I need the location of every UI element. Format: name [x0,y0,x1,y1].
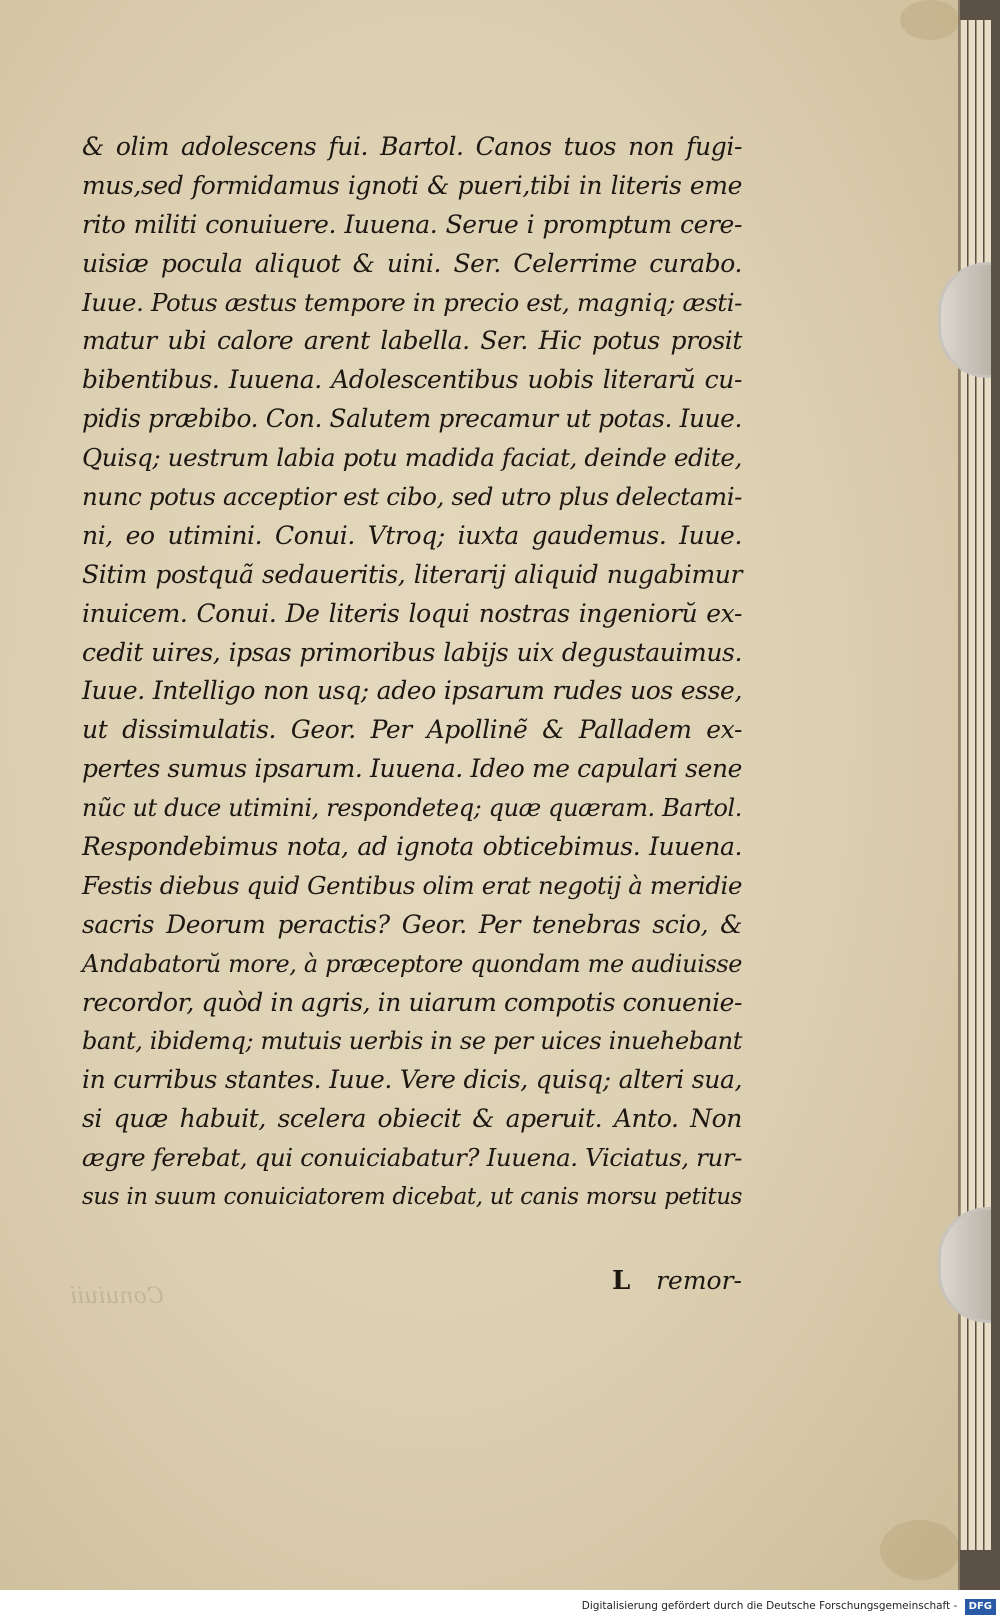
text-line: sacris Deorum peractis? Geor. Per tenebras scio, & [82,909,742,939]
text-line: si quæ habuit, scelera obiecit & aperuit. Anto. Non [82,1104,742,1134]
text-line: in curribus stantes. Iuue. Vere dicis, quisq; alteri sua, [82,1065,742,1095]
text-line: pidis præbibo. Con. Salutem precamur ut potas. Iuue. [82,404,742,434]
text-line: Respondebimus nota, ad ignota obticebimus. Iuuena. [82,832,742,862]
text-line: inuicem. Conui. De literis loqui nostras ingeniorŭ ex- [82,598,742,628]
text-line: ægre ferebat, qui conuiciabatur? Iuuena. Viciatus, rur- [82,1143,742,1173]
page-edge [960,20,967,1550]
credit-text: Digitalisierung gefördert durch die Deutsche Forschungsgemeinschaft - [581,1600,958,1612]
page-footer [82,1266,742,1306]
text-line: ut dissimulatis. Geor. Per Apollinẽ & Palladem ex- [82,715,742,745]
text-line: Sitim postquã sedaueritis, literarij aliquid nugabimur [82,559,742,589]
text-line: sus in suum conuiciatorem dicebat, ut canis morsu petitus [82,1184,742,1211]
paper-stain [880,1520,960,1580]
text-line: cedit uires, ipsas primoribus labijs uix degustauimus. [82,637,742,667]
text-line: mus,sed formidamus ignoti & pueri,tibi in literis eme [82,170,742,200]
dfg-logo: DFG [965,1599,996,1615]
paper-stain [900,0,960,40]
bleed-through-text: Conuiuii [70,1284,164,1309]
digitization-credit [582,1592,1000,1621]
text-line: uisiæ pocula aliquot & uini. Ser. Celerrime curabo. [82,248,742,278]
text-line: pertes sumus ipsarum. Iuuena. Ideo me capulari sene [82,754,742,784]
body-text [82,128,742,1217]
text-line: ni, eo utimini. Conui. Vtroq; iuxta gaudemus. Iuue. [82,520,742,550]
text-line: bant, ibidemq; mutuis uerbis in se per uices inuehebant [82,1027,742,1056]
text-line: bibentibus. Iuuena. Adolescentibus uobis literarŭ cu- [82,365,742,395]
catchword: remor- [656,1266,742,1295]
text-line: nũc ut duce utimini, respondeteq; quæ quæram. Bartol. [82,794,742,823]
text-line: rito militi conuiuere. Iuuena. Serue i promptum cere- [82,209,742,239]
text-line: Quisq; uestrum labia potu madida faciat, deinde edite, [82,443,742,473]
text-line: recordor, quòd in agris, in uiarum compotis conuenie- [82,987,742,1017]
text-line: Andabatorŭ more, à præceptore quondam me audiuisse [82,949,742,978]
text-line: matur ubi calore arent labella. Ser. Hic potus prosit [82,326,742,356]
text-line: & olim adolescens fui. Bartol. Canos tuos non fugi- [82,132,742,161]
signature-mark: L [612,1266,631,1296]
text-line: Iuue. Potus æstus tempore in precio est, magniq; æsti- [82,287,742,317]
text-line: Iuue. Intelligo non usq; adeo ipsarum rudes uos esse, [82,676,742,706]
text-line: Festis diebus quid Gentibus olim erat negotij à meridie [82,870,742,900]
text-line: nunc potus acceptior est cibo, sed utro plus delectami- [82,482,742,512]
